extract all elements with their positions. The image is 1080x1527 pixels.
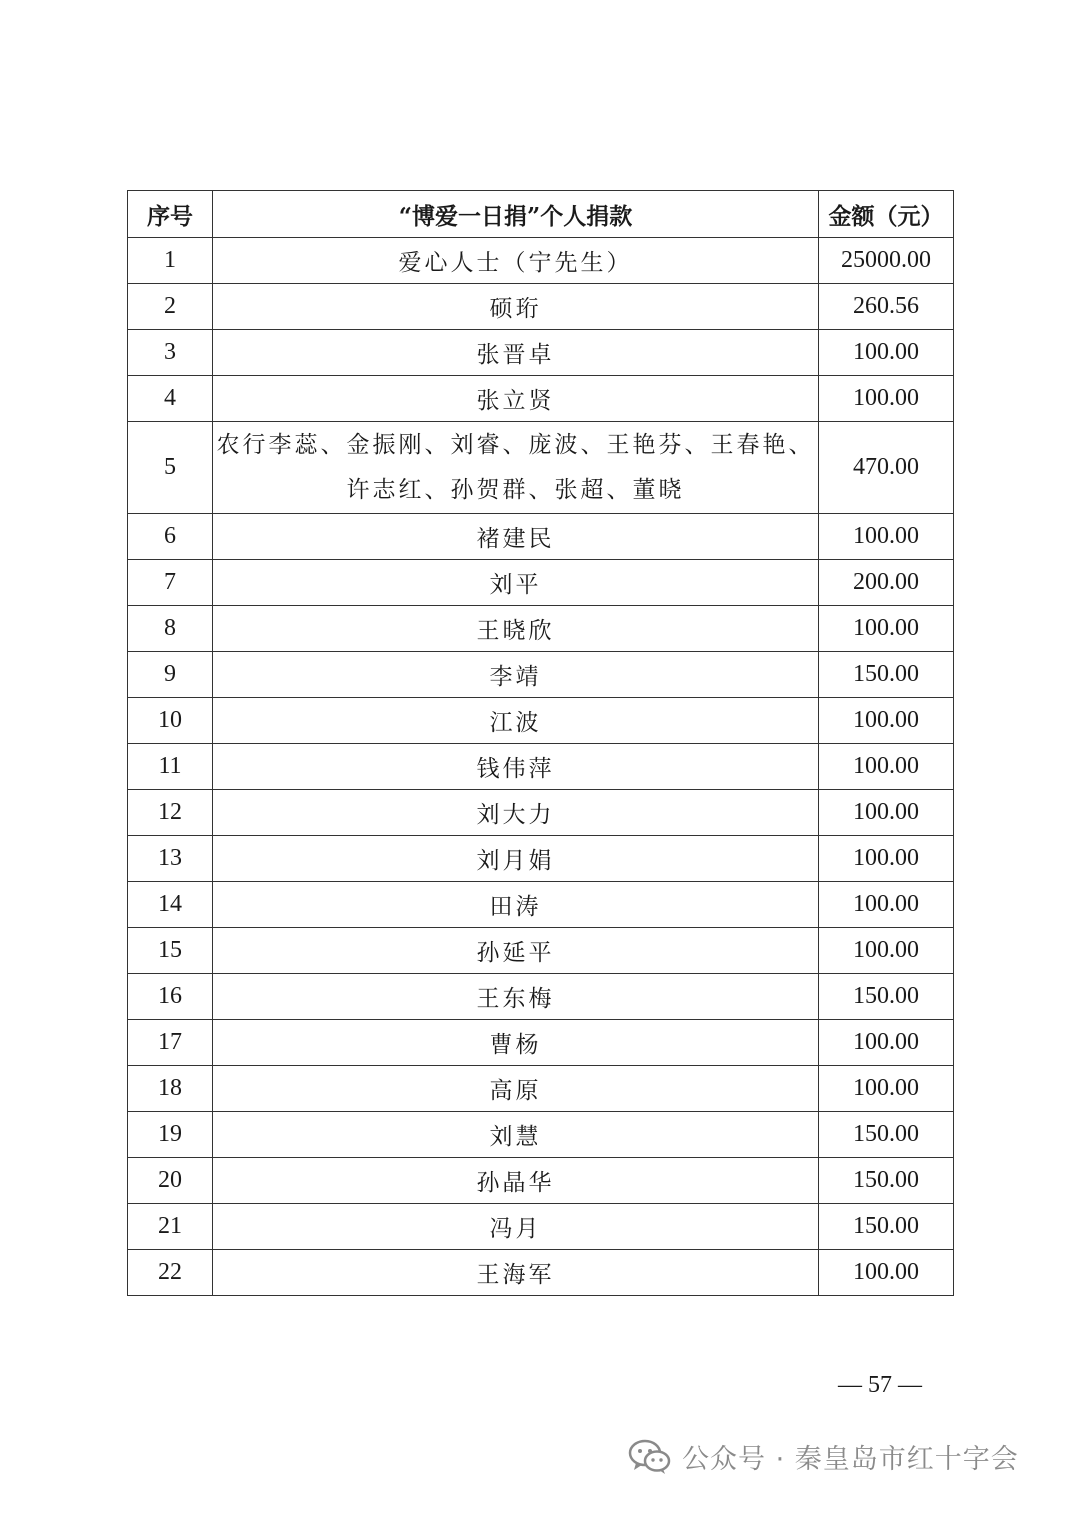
donor-name: 刘慧 <box>213 1112 819 1158</box>
donor-name: 刘大力 <box>213 790 819 836</box>
donor-name: 刘平 <box>213 560 819 606</box>
donation-amount: 100.00 <box>819 376 954 422</box>
table-row <box>128 1158 954 1204</box>
table-row <box>128 1020 954 1066</box>
donation-table <box>127 190 954 1296</box>
donor-name: 田涛 <box>213 882 819 928</box>
donor-name-line-1: 农行李蕊、金振刚、刘睿、庞波、王艳芬、王春艳、 <box>216 431 815 458</box>
header-amount: 金额（元） <box>819 191 954 238</box>
watermark-text: 公众号 · 秦皇岛市红十字会 <box>682 1444 1019 1475</box>
row-number: 1 <box>128 238 213 284</box>
table-row <box>128 514 954 560</box>
table-row <box>128 928 954 974</box>
donor-name: 高原 <box>213 1066 819 1112</box>
header-serial-number: 序号 <box>128 191 213 238</box>
row-number: 21 <box>128 1204 213 1250</box>
donation-amount: 100.00 <box>819 1066 954 1112</box>
table-row <box>128 1066 954 1112</box>
donation-amount: 100.00 <box>819 882 954 928</box>
row-number: 10 <box>128 698 213 744</box>
donor-name: 王海军 <box>213 1250 819 1296</box>
row-number: 2 <box>128 284 213 330</box>
table-row <box>128 744 954 790</box>
table-row <box>128 1112 954 1158</box>
donation-amount: 150.00 <box>819 974 954 1020</box>
header-donor-name: “博爱一日捐”个人捐款 <box>213 191 819 238</box>
donor-name-line-2: 许志红、孙贺群、张超、董晓 <box>346 476 685 503</box>
donation-amount: 100.00 <box>819 330 954 376</box>
donor-name: 曹杨 <box>213 1020 819 1066</box>
row-number: 22 <box>128 1250 213 1296</box>
donation-amount: 150.00 <box>819 652 954 698</box>
table-row <box>128 376 954 422</box>
donor-name: 王晓欣 <box>213 606 819 652</box>
row-number: 14 <box>128 882 213 928</box>
donor-name: 孙晶华 <box>213 1158 819 1204</box>
donor-name: 江波 <box>213 698 819 744</box>
donor-name: 张立贤 <box>213 376 819 422</box>
donation-amount: 25000.00 <box>819 238 954 284</box>
table-row <box>128 974 954 1020</box>
table-row <box>128 606 954 652</box>
table-row <box>128 882 954 928</box>
page-number: — 57 — <box>838 1372 922 1398</box>
wechat-icon <box>628 1439 672 1475</box>
row-number: 6 <box>128 514 213 560</box>
donation-amount: 150.00 <box>819 1158 954 1204</box>
donation-amount: 200.00 <box>819 560 954 606</box>
table-row <box>128 698 954 744</box>
row-number: 19 <box>128 1112 213 1158</box>
donor-name: 褚建民 <box>213 514 819 560</box>
donor-name: 冯月 <box>213 1204 819 1250</box>
table-row <box>128 422 954 514</box>
donor-name: 钱伟萍 <box>213 744 819 790</box>
row-number: 7 <box>128 560 213 606</box>
donation-amount: 100.00 <box>819 514 954 560</box>
donation-amount: 100.00 <box>819 836 954 882</box>
donation-amount: 100.00 <box>819 744 954 790</box>
row-number: 11 <box>128 744 213 790</box>
row-number: 12 <box>128 790 213 836</box>
row-number: 5 <box>128 422 213 514</box>
table-row <box>128 1250 954 1296</box>
row-number: 20 <box>128 1158 213 1204</box>
table-row <box>128 560 954 606</box>
donation-amount: 470.00 <box>819 422 954 514</box>
table-header-row <box>128 191 954 238</box>
donation-amount: 100.00 <box>819 790 954 836</box>
row-number: 16 <box>128 974 213 1020</box>
row-number: 18 <box>128 1066 213 1112</box>
donation-amount: 100.00 <box>819 1020 954 1066</box>
row-number: 15 <box>128 928 213 974</box>
table-row <box>128 652 954 698</box>
row-number: 13 <box>128 836 213 882</box>
donation-amount: 100.00 <box>819 606 954 652</box>
donor-name: 孙延平 <box>213 928 819 974</box>
wechat-watermark <box>628 1437 1019 1476</box>
table-row <box>128 1204 954 1250</box>
donor-name-group <box>213 422 819 514</box>
table-row <box>128 330 954 376</box>
donation-amount: 100.00 <box>819 1250 954 1296</box>
table-row <box>128 790 954 836</box>
row-number: 4 <box>128 376 213 422</box>
donation-amount: 150.00 <box>819 1112 954 1158</box>
row-number: 3 <box>128 330 213 376</box>
donor-name: 硕珩 <box>213 284 819 330</box>
row-number: 17 <box>128 1020 213 1066</box>
table-row <box>128 238 954 284</box>
table-row <box>128 836 954 882</box>
donor-name: 李靖 <box>213 652 819 698</box>
donor-name: 张晋卓 <box>213 330 819 376</box>
donation-amount: 260.56 <box>819 284 954 330</box>
donor-name: 爱心人士（宁先生） <box>213 238 819 284</box>
donation-table-container <box>127 190 953 1296</box>
table-row <box>128 284 954 330</box>
donation-amount: 150.00 <box>819 1204 954 1250</box>
donor-name: 刘月娟 <box>213 836 819 882</box>
donation-amount: 100.00 <box>819 698 954 744</box>
row-number: 9 <box>128 652 213 698</box>
donation-amount: 100.00 <box>819 928 954 974</box>
row-number: 8 <box>128 606 213 652</box>
donor-name: 王东梅 <box>213 974 819 1020</box>
